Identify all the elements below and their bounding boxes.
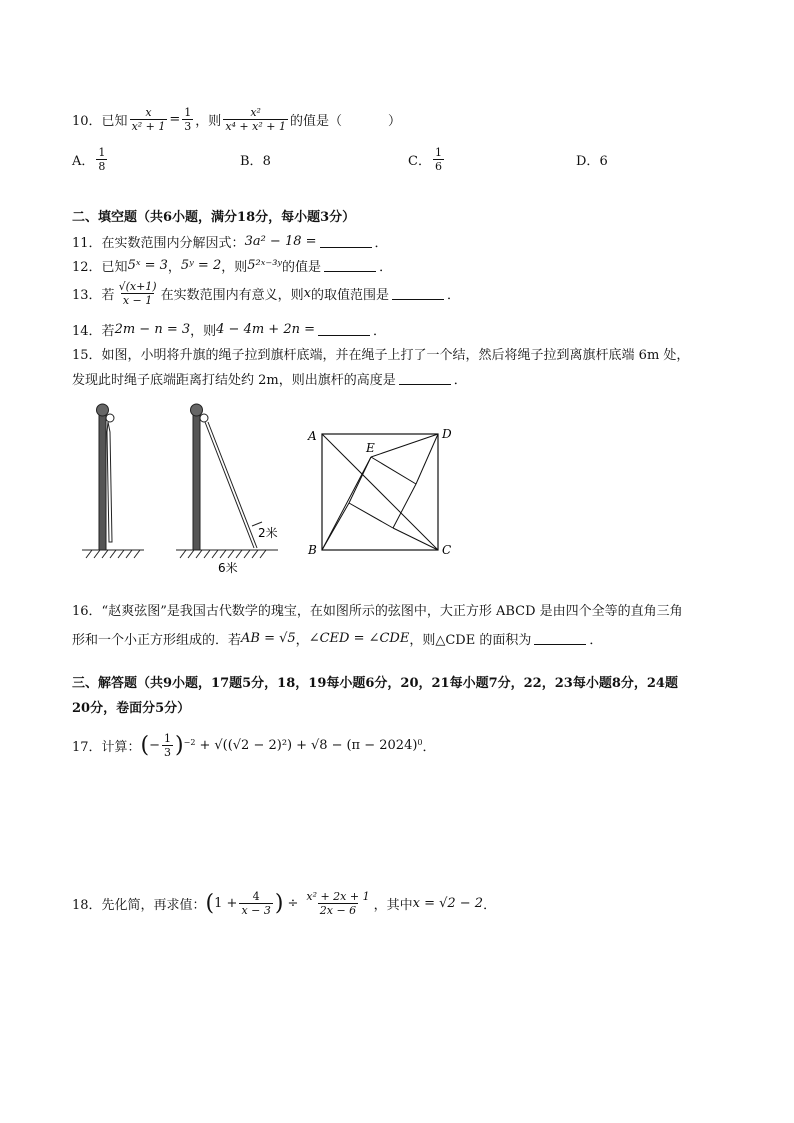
q10-frac-3: [223, 106, 288, 133]
q15-end: ．: [453, 373, 467, 388]
question-12: [72, 256, 392, 275]
q10-number: 10．: [72, 114, 102, 129]
q14-expr2: 4 − 4m + 2n =: [216, 322, 315, 337]
q15-number: 15．: [72, 348, 102, 363]
q18-frac1-num: 4: [252, 890, 260, 903]
option-letter: C．: [408, 154, 431, 169]
q10-frac1-den: x² + 1: [131, 120, 166, 133]
q16-text-b: ，: [295, 633, 309, 648]
q17-plus2: +: [296, 738, 308, 753]
q18-frac1-den: x − 3: [241, 904, 271, 917]
q11-text: 在实数范围内分解因式：: [101, 236, 245, 251]
q17-term4: (π − 2024): [346, 738, 418, 753]
option-c-frac: [433, 146, 444, 173]
q10-close: ）: [387, 114, 401, 129]
q10-option-d: [576, 150, 608, 169]
vertex-c: C: [442, 543, 452, 557]
q16-text-c: ，则△CDE 的面积为: [409, 633, 532, 648]
q12-text1: 已知: [101, 260, 128, 275]
vertex-d: D: [442, 427, 452, 441]
ground-left: [82, 550, 144, 558]
q17-minus: −: [331, 738, 343, 753]
q10-frac2-num: 1: [184, 106, 192, 119]
q18-frac2-num: x² + 2x + 1: [306, 890, 370, 903]
q11-number: 11．: [72, 236, 102, 251]
q17-term3: √8: [311, 738, 328, 753]
q18-cond: x = √2 − 2: [412, 896, 484, 911]
q10-mid: ，则: [195, 114, 222, 129]
q18-lead: 1 +: [214, 896, 238, 911]
q12-expr2: 5ʸ = 2: [180, 258, 222, 273]
q17-end: ．: [422, 740, 436, 755]
option-letter: A．: [72, 154, 95, 169]
q14-end: ．: [373, 324, 387, 339]
q16-text-a: 形和一个小正方形组成的．若: [72, 633, 242, 648]
q12-answer-blank[interactable]: [324, 259, 376, 272]
q13-text1: 若: [101, 288, 115, 303]
option-letter: B．: [240, 154, 263, 169]
q12-number: 12．: [72, 260, 102, 275]
q10-frac3-den: x⁴ + x² + 1: [225, 120, 286, 133]
q10-tail: 的值是（: [289, 114, 342, 129]
question-16: [72, 600, 683, 648]
q14-number: 14．: [72, 324, 102, 339]
q11-expr: 3a² − 18 =: [244, 234, 317, 249]
q10-option-a: [72, 146, 109, 173]
question-15: [72, 344, 689, 388]
q18-frac1: [239, 890, 272, 917]
flagpole-figure: [72, 396, 292, 580]
q13-frac: [117, 280, 159, 307]
q17-frac-num: 1: [164, 732, 172, 745]
ground-right: [176, 550, 278, 558]
q10-option-b: [240, 150, 271, 169]
q17-exp1: −2: [183, 738, 196, 747]
q17-number: 17．计算：: [72, 740, 141, 755]
q12-comma: ，: [167, 260, 181, 275]
q17-term2: √((√2 − 2)²): [214, 738, 293, 753]
q10-frac-2: [182, 106, 193, 133]
q13-frac-den: x − 1: [122, 294, 153, 307]
q10-frac1-num: x: [145, 106, 152, 119]
q14-expr1: 2m − n = 3: [114, 322, 191, 337]
q12-end: ．: [379, 260, 393, 275]
section-2-title: 二、填空题（共6小题，满分18分，每小题3分）: [72, 210, 356, 225]
question-18: 18．先化简，再求值： ( 1 + $\frac{4}{x - 3}$ ) ÷ $\frac{\text{x² + 2x + 1}}{2x - 6}$ ，其中 x = √2 − 2 ．: [72, 890, 497, 917]
vertex-b: B: [308, 543, 317, 557]
q16-expr2: ∠CED = ∠CDE: [308, 631, 410, 646]
section-3-line2: 20分，卷面分5分）: [72, 701, 191, 716]
q10-intro: 已知: [101, 114, 128, 129]
q10-frac-1: [130, 106, 168, 133]
q17-plus1: +: [199, 738, 211, 753]
option-d-value: 6: [599, 154, 608, 169]
q10-frac2-den: 3: [184, 120, 192, 133]
q12-expr3: 5²ˣ⁻³ʸ: [247, 258, 283, 273]
q18-number: 18．先化简，再求值：: [72, 898, 206, 913]
q16-line1: 16．“赵爽弦图”是我国古代数学的瑰宝，在如图所示的弦图中，大正方形 ABCD 是由四个全等的直角三角: [72, 604, 683, 619]
question-17: 17．计算： ( − $\frac{1}{3}$ ) −2 + √((√2 − 2)²) + √8 − (π − 2024) 0 ．: [72, 732, 436, 759]
q13-frac-num: √(x+1): [118, 280, 157, 293]
q17-frac-den: 3: [164, 746, 172, 759]
q13-number: 13．: [72, 288, 102, 303]
option-a-num: 1: [98, 146, 106, 159]
zhao-shuang-diagram: [300, 424, 464, 564]
q10-option-c: [408, 146, 446, 173]
q16-end: ．: [589, 633, 603, 648]
q10-eq: =: [169, 112, 181, 127]
option-a-frac: [96, 146, 107, 173]
q18-text: ，其中: [373, 898, 413, 913]
q16-answer-blank[interactable]: [534, 632, 586, 645]
q18-frac2-den: 2x − 6: [319, 904, 357, 917]
label-6m: 6米: [218, 561, 238, 575]
question-11: [72, 232, 388, 251]
q13-var: x: [303, 286, 311, 301]
label-2m: 2米: [258, 526, 278, 540]
q18-div: ÷: [287, 896, 299, 911]
option-a-den: 8: [98, 160, 106, 173]
question-10: [72, 106, 401, 133]
section-3-title: [72, 672, 678, 716]
question-14: [72, 320, 386, 339]
q12-text3: 的值是: [282, 260, 322, 275]
q14-text1: 若: [101, 324, 115, 339]
q14-answer-blank[interactable]: [318, 323, 370, 336]
q17-frac: [162, 732, 173, 759]
flagpole-left: [97, 404, 115, 550]
q13-answer-blank[interactable]: [392, 287, 444, 300]
vertex-a: A: [308, 429, 317, 443]
option-b-value: 8: [262, 154, 271, 169]
q13-end: ．: [446, 288, 460, 303]
vertex-e: E: [366, 441, 375, 455]
q17-exp2: 0: [417, 738, 423, 747]
q16-expr1: AB = √5: [241, 631, 296, 646]
flagpole-right: [191, 404, 263, 550]
option-letter: D．: [576, 154, 600, 169]
q11-end: ．: [374, 236, 388, 251]
q11-answer-blank[interactable]: [320, 235, 372, 248]
q14-text2: ，则: [190, 324, 217, 339]
q10-frac3-num: x²: [250, 106, 261, 119]
question-13: [72, 280, 460, 307]
option-c-den: 6: [434, 160, 442, 173]
q15-line2: 发现此时绳子底端距离打结处约 2m，则出旗杆的高度是: [72, 373, 396, 388]
section-3-line1: 三、解答题（共9小题，17题5分，18，19每小题6分，20，21每小题7分，22，23每小题8分，24题: [72, 676, 678, 691]
q13-text2: 在实数范围内有意义，则: [160, 288, 304, 303]
option-c-num: 1: [434, 146, 442, 159]
q12-text2: ，则: [221, 260, 248, 275]
q18-end: ．: [483, 898, 497, 913]
q12-expr1: 5ˣ = 3: [127, 258, 168, 273]
q13-text3: 的取值范围是: [310, 288, 389, 303]
q15-answer-blank[interactable]: [399, 372, 451, 385]
q18-frac2: [304, 890, 371, 917]
q15-line1: 如图，小明将升旗的绳子拉到旗杆底端，并在绳子上打了一个结，然后将绳子拉到离旗杆底端 6m 处，: [101, 348, 690, 363]
